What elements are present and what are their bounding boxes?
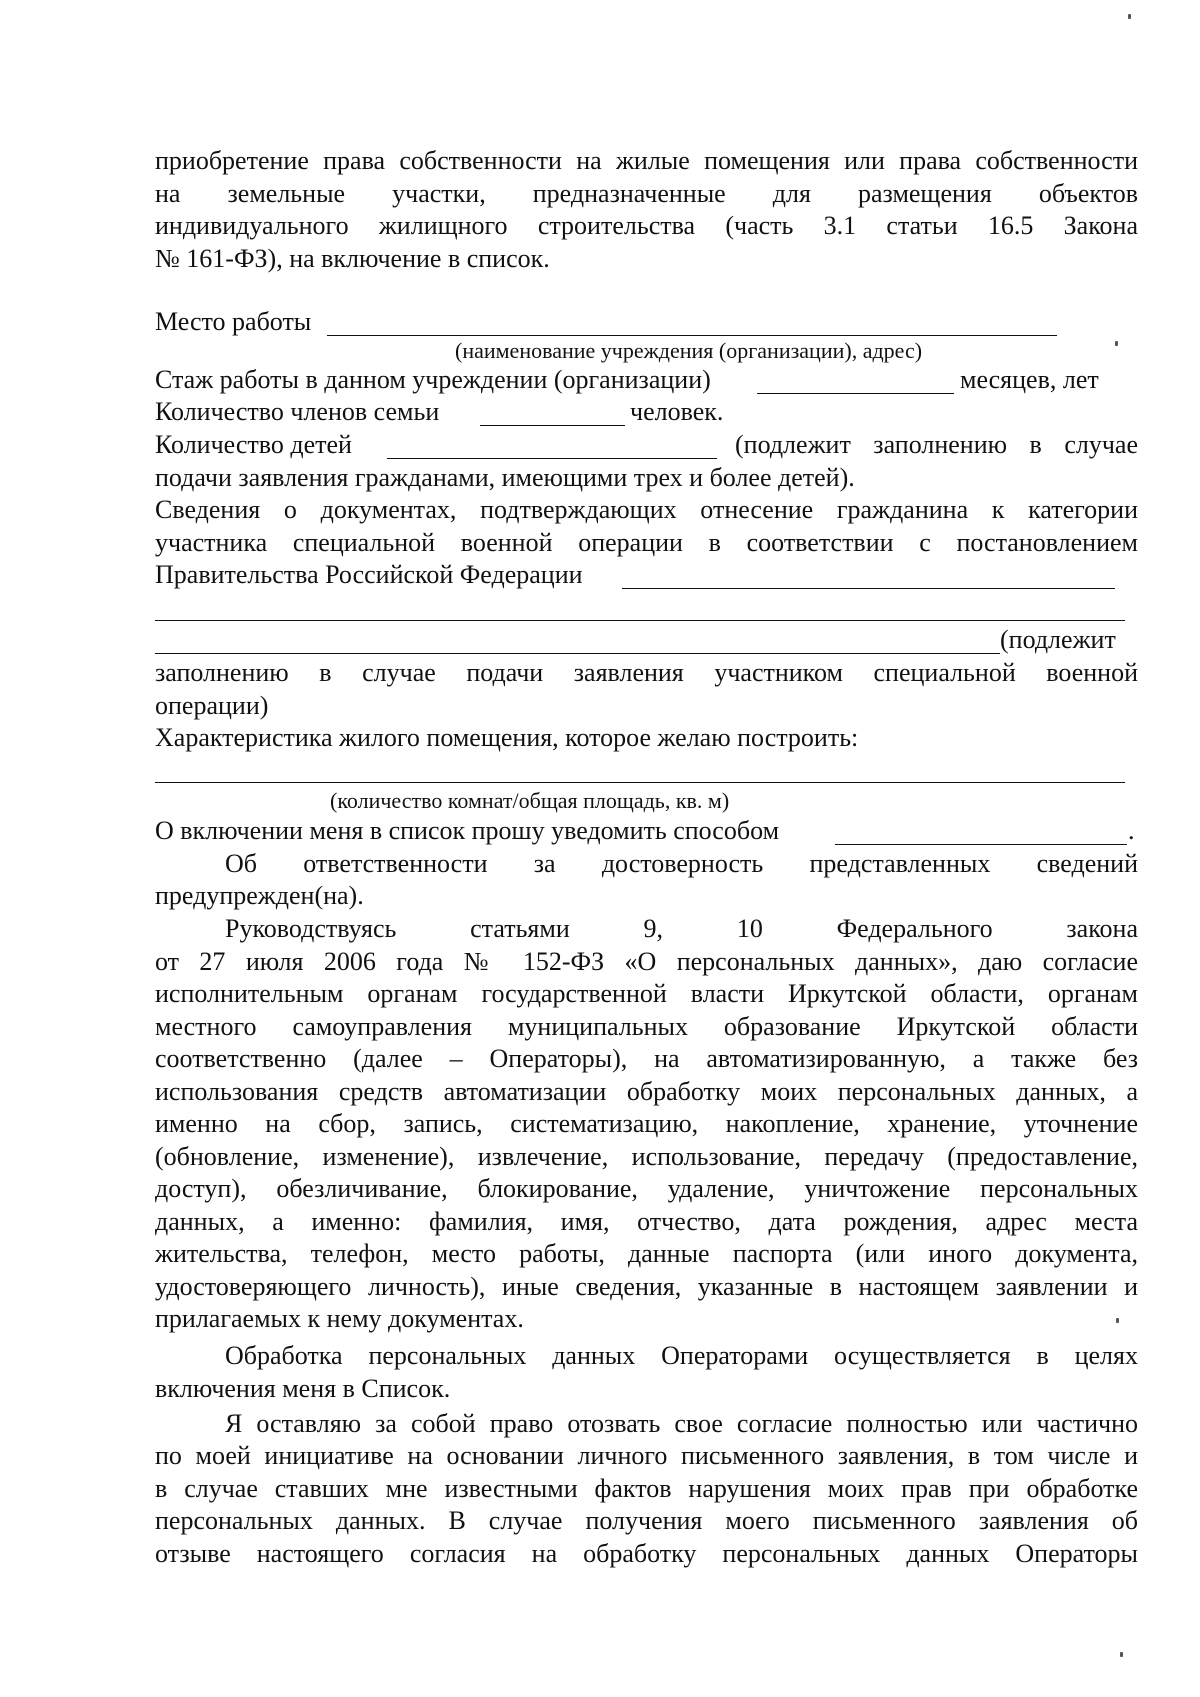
consent-line: Руководствуясь статьями 9, 10 Федерального закона <box>225 914 1138 943</box>
withdraw-line: Я оставляю за собой право отозвать свое согласие полностью или частично <box>225 1409 1138 1438</box>
housing-caption: (количество комнат/общая площадь, кв. м) <box>330 788 730 813</box>
work-caption: (наименование учреждения (организации), адрес) <box>455 338 923 363</box>
scan-speck <box>1120 1652 1123 1657</box>
consent-line: соответственно (далее – Операторы), на автоматизированную, а также без <box>155 1044 1138 1073</box>
intro-line: индивидуального жилищного строительства (часть 3.1 статьи 16.5 Закона <box>155 211 1138 240</box>
scan-speck <box>1116 1318 1119 1323</box>
withdraw-line: в случае ставших мне известными фактов нарушения моих прав при обработке <box>155 1474 1138 1503</box>
scan-speck <box>1115 341 1118 346</box>
consent-line: (обновление, изменение), извлечение, использование, передачу (предоставление, <box>155 1142 1138 1171</box>
scan-speck <box>1128 14 1131 19</box>
work-field[interactable] <box>327 309 1057 336</box>
withdraw-line: по моей инициативе на основании личного письменного заявления, в том числе и <box>155 1441 1138 1470</box>
children-suffix: (подлежит заполнению в случае <box>735 430 1138 459</box>
consent-line: данных, а именно: фамилия, имя, отчество, дата рождения, адрес места <box>155 1207 1138 1236</box>
consent-line: именно на сбор, запись, систематизацию, накопление, хранение, уточнение <box>155 1109 1138 1138</box>
children-line2: подачи заявления гражданами, имеющими трех и более детей). <box>155 463 855 492</box>
consent-line: удостоверяющего личность), иные сведения, указанные в настоящем заявлении и <box>155 1272 1138 1301</box>
family-field[interactable] <box>480 399 625 426</box>
housing-label: Характеристика жилого помещения, которое желаю построить: <box>155 723 859 752</box>
consent-line: использования средств автоматизации обработку моих персональных данных, а <box>155 1077 1138 1106</box>
responsibility-line: предупрежден(на). <box>155 881 364 910</box>
children-label: Количество детей <box>155 430 352 459</box>
consent-line: доступ), обезличивание, блокирование, удаление, уничтожение персональных <box>155 1174 1138 1203</box>
notify-end: . <box>1128 816 1135 845</box>
notify-field[interactable] <box>835 818 1127 845</box>
svo-field-2[interactable] <box>155 594 1125 621</box>
tenure-suffix: месяцев, лет <box>960 365 1099 394</box>
responsibility-line: Об ответственности за достоверность представленных сведений <box>225 849 1138 878</box>
intro-line: № 161-ФЗ), на включение в список. <box>155 244 550 273</box>
work-label: Место работы <box>155 307 312 336</box>
svo-suffix: (подлежит <box>1000 625 1116 654</box>
family-label: Количество членов семьи <box>155 397 440 426</box>
svo-line: заполнению в случае подачи заявления участником специальной военной <box>155 658 1138 687</box>
consent-line: местного самоуправления муниципальных образование Иркутской области <box>155 1012 1138 1041</box>
children-field[interactable] <box>387 432 717 459</box>
withdraw-line: персональных данных. В случае получения моего письменного заявления об <box>155 1506 1138 1535</box>
intro-line: на земельные участки, предназначенные для размещения объектов <box>155 179 1138 208</box>
consent-line: исполнительным органам государственной власти Иркутской области, органам <box>155 979 1138 1008</box>
consent-line: от 27 июля 2006 года № 152-ФЗ «О персональных данных», даю согласие <box>155 947 1138 976</box>
svo-line: операции) <box>155 691 269 720</box>
consent-line: жительства, телефон, место работы, данные паспорта (или иного документа, <box>155 1239 1138 1268</box>
intro-line: приобретение права собственности на жилые помещения или права собственности <box>155 146 1138 175</box>
purpose-line: включения меня в Список. <box>155 1374 451 1403</box>
housing-field[interactable] <box>155 756 1125 783</box>
notify-label: О включении меня в список прошу уведомить способом <box>155 816 780 845</box>
tenure-label: Стаж работы в данном учреждении (организации) <box>155 365 711 394</box>
svo-line: Сведения о документах, подтверждающих отнесение гражданина к категории <box>155 495 1138 524</box>
withdraw-line: отзыве настоящего согласия на обработку персональных данных Операторы <box>155 1539 1138 1568</box>
svo-field-3[interactable] <box>155 627 1000 654</box>
svo-line: участника специальной военной операции в соответствии с постановлением <box>155 528 1138 557</box>
svo-line: Правительства Российской Федерации <box>155 560 583 589</box>
purpose-line: Обработка персональных данных Операторами осуществляется в целях <box>225 1341 1138 1370</box>
svo-field-1[interactable] <box>622 562 1115 589</box>
tenure-field[interactable] <box>757 367 954 394</box>
family-suffix: человек. <box>630 397 724 426</box>
consent-line: прилагаемых к нему документах. <box>155 1304 524 1333</box>
